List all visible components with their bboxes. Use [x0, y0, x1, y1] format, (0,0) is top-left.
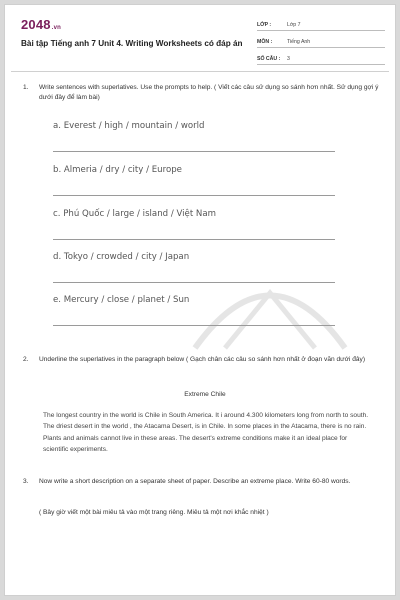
meta-info — [257, 17, 385, 68]
answer-line-a[interactable] — [53, 151, 335, 152]
question-number: 2. — [23, 356, 29, 363]
document-title: Bài tập Tiếng anh 7 Unit 4. Writing Worksheets có đáp án — [21, 39, 243, 48]
question-number: 1. — [23, 84, 29, 91]
paragraph-title: Extreme Chile — [184, 391, 226, 398]
question-3-note-wrap — [23, 508, 379, 518]
meta-label: MÔN : — [257, 39, 273, 45]
answer-line-c[interactable] — [53, 239, 335, 240]
answer-line-e[interactable] — [53, 325, 335, 326]
prompt-a: a. Everest / high / mountain / world — [53, 121, 205, 131]
meta-row-subject — [257, 34, 385, 48]
meta-value: Tiếng Anh — [287, 39, 311, 45]
header-divider — [11, 71, 389, 72]
question-text: Write sentences with superlatives. Use the prompts to help. ( Viết các câu sử dụng so sánh hơn nhất. Sử dụng gợi ý dưới đây để làm bài) — [39, 84, 379, 101]
meta-row-count — [257, 51, 385, 65]
question-text: Underline the superlatives in the paragraph below ( Gạch chân các câu so sánh hơn nhất ở đoạn văn dưới đây) — [39, 356, 366, 363]
prompt-c: c. Phú Quốc / large / island / Việt Nam — [53, 209, 216, 219]
question-text: Now write a short description on a separate sheet of paper. Describe an extreme place. Write 60-80 words. — [39, 478, 351, 485]
meta-value: 3 — [287, 56, 290, 62]
meta-label: SỐ CÂU : — [257, 56, 281, 62]
worksheet-page — [4, 4, 396, 596]
meta-row-class — [257, 17, 385, 31]
reading-paragraph: The longest country in the world is Chile in South America. It i around 4.300 kilometers long from north to south. The driest desert in the world , the Atacama Desert, is in Chile. In some places in the Atacama, there is no rain. Plants and animals cannot live in these areas. The desert's extreme conditions make it an ideal place for scientific experiments. — [43, 412, 369, 454]
watermark-logo — [185, 253, 355, 353]
prompt-b: b. Almeria / dry / city / Europe — [53, 165, 182, 175]
answer-line-b[interactable] — [53, 195, 335, 196]
meta-value: Lớp 7 — [287, 22, 301, 28]
question-2 — [23, 355, 379, 365]
answer-line-d[interactable] — [53, 282, 335, 283]
prompt-e: e. Mercury / close / planet / Sun — [53, 295, 190, 305]
question-number: 3. — [23, 478, 29, 485]
question-1 — [23, 83, 379, 103]
prompt-d: d. Tokyo / crowded / city / Japan — [53, 252, 190, 262]
question-3 — [23, 477, 379, 487]
logo-suffix: .vn — [51, 25, 62, 31]
question-note: ( Bây giờ viết một bài miêu tả vào một trang riêng. Miêu tả một nơi khắc nhiệt ) — [39, 509, 269, 516]
site-logo[interactable] — [21, 17, 61, 32]
logo-main: 2048 — [21, 17, 51, 32]
meta-label: LỚP : — [257, 22, 272, 28]
